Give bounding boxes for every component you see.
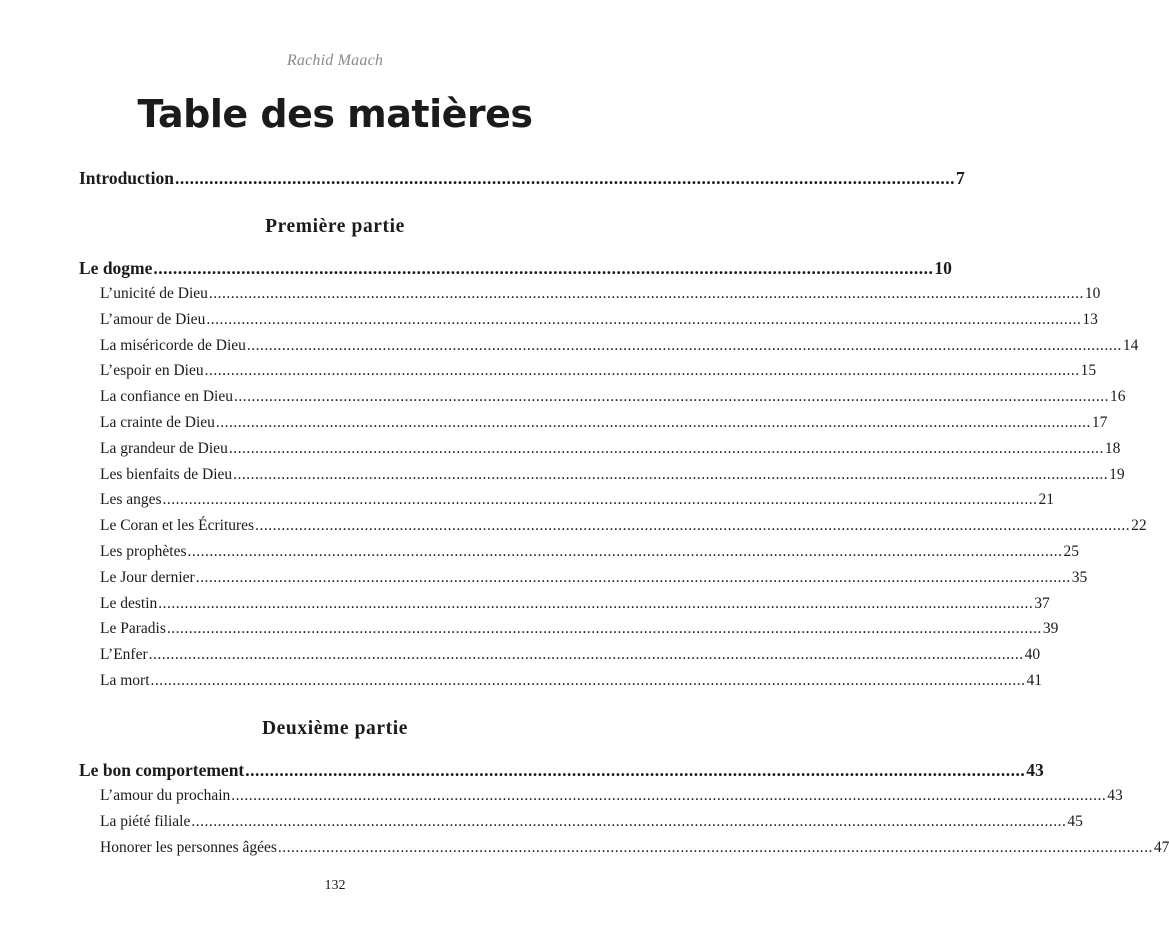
toc-entry-introduction[interactable] <box>79 168 965 189</box>
toc-entry-page: 15 <box>1080 362 1097 380</box>
dot-leader: ........................................................................................................................................................................................................ <box>233 388 1109 406</box>
dot-leader: ........................................................................................................................................................................................................ <box>204 362 1080 380</box>
dot-leader: ........................................................................................................................................................................................................ <box>158 594 1034 612</box>
dot-leader: ........................................................................................................................................................................................................ <box>228 439 1104 457</box>
toc-entry[interactable] <box>100 594 1050 613</box>
toc-entry-label: La piété filiale <box>100 813 191 830</box>
toc-entry-page: 41 <box>1026 672 1042 689</box>
dot-leader: ........................................................................................................................................................................................................ <box>166 620 1042 638</box>
toc-entry-page: 45 <box>1067 813 1083 830</box>
toc-entry-page: 43 <box>1026 760 1044 780</box>
toc-entry[interactable] <box>100 787 1123 805</box>
dot-leader: ................................................................................................................................................................ <box>174 168 955 188</box>
page-number: 132 <box>324 878 346 893</box>
toc-entry-page: 40 <box>1024 646 1041 664</box>
dot-leader: ........................................................................................................................................................................................................ <box>277 839 1153 856</box>
toc-entry-label: Les prophètes <box>100 543 187 560</box>
toc-entry-label: La grandeur de Dieu <box>100 439 228 457</box>
toc-entry[interactable] <box>100 439 1121 458</box>
dot-leader: ........................................................................................................................................................................................................ <box>255 517 1131 535</box>
toc-section-le-dogme[interactable] <box>79 258 952 279</box>
toc-entry[interactable] <box>100 839 1169 857</box>
toc-entry-label: Le Coran et les Écritures <box>100 517 255 535</box>
dot-leader: ................................................................................................................................................................ <box>245 760 1026 780</box>
toc-entry-page: 21 <box>1038 491 1055 509</box>
toc-entry-label: Les anges <box>100 491 162 509</box>
toc-entry-page: 10 <box>1084 285 1101 302</box>
toc-entry-label: Le destin <box>100 594 158 612</box>
dot-leader: ........................................................................................................................................................................................................ <box>233 465 1109 483</box>
toc-entry-page: 18 <box>1104 439 1121 457</box>
toc-section-le-bon-comportement[interactable] <box>79 760 1044 781</box>
running-head-author: Rachid Maach <box>286 52 384 69</box>
dot-leader: ................................................................................................................................................................ <box>153 258 934 278</box>
toc-entry-page: 14 <box>1122 336 1139 354</box>
dot-leader: ........................................................................................................................................................................................................ <box>246 336 1122 354</box>
toc-entry[interactable] <box>100 517 1147 535</box>
toc-entry-label: La mort <box>100 672 150 689</box>
toc-entry-page: 17 <box>1091 414 1108 431</box>
dot-leader: ........................................................................................................................................................................................................ <box>148 646 1024 664</box>
dot-leader: ........................................................................................................................................................................................................ <box>162 491 1038 509</box>
toc-entry[interactable] <box>100 285 1101 303</box>
part-heading-1: Première partie <box>265 216 405 237</box>
toc-entry-page: 22 <box>1131 517 1147 535</box>
toc-entry[interactable] <box>100 568 1088 587</box>
toc-entry-page: 25 <box>1063 543 1080 560</box>
toc-entry[interactable] <box>100 362 1097 380</box>
toc-entry[interactable] <box>100 465 1125 484</box>
toc-entry[interactable] <box>100 414 1108 432</box>
toc-entry-label: Le bon comportement <box>79 760 245 780</box>
toc-entry[interactable] <box>100 491 1055 509</box>
toc-entry[interactable] <box>100 388 1126 406</box>
dot-leader: ........................................................................................................................................................................................................ <box>187 543 1063 560</box>
toc-entry-page: 19 <box>1109 465 1125 483</box>
toc-entry[interactable] <box>100 620 1059 638</box>
toc-entry-label: L’amour de Dieu <box>100 310 206 328</box>
toc-entry-page: 47 <box>1153 839 1169 856</box>
page-title: Table des matières <box>137 92 533 136</box>
dot-leader: ........................................................................................................................................................................................................ <box>231 787 1107 804</box>
toc-entry-label: La miséricorde de Dieu <box>100 336 246 354</box>
toc-entry-page: 16 <box>1109 388 1126 406</box>
dot-leader: ........................................................................................................................................................................................................ <box>215 414 1091 431</box>
toc-entry-label: La crainte de Dieu <box>100 414 215 431</box>
toc-entry-page: 10 <box>934 258 952 278</box>
toc-entry-label: L’unicité de Dieu <box>100 285 208 302</box>
toc-entry[interactable] <box>100 336 1139 355</box>
toc-entry-label: Honorer les personnes âgées <box>100 839 277 856</box>
toc-entry-page: 37 <box>1034 594 1050 612</box>
toc-entry-label: L’espoir en Dieu <box>100 362 204 380</box>
dot-leader: ........................................................................................................................................................................................................ <box>195 568 1071 586</box>
toc-entry-page: 43 <box>1107 787 1123 804</box>
toc-entry-label: Introduction <box>79 168 174 188</box>
toc-entry-label: Les bienfaits de Dieu <box>100 465 233 483</box>
dot-leader: ........................................................................................................................................................................................................ <box>206 310 1082 328</box>
dot-leader: ........................................................................................................................................................................................................ <box>150 672 1026 689</box>
toc-entry-page: 39 <box>1042 620 1059 638</box>
toc-entry-label: Le Paradis <box>100 620 166 638</box>
toc-entry-page: 13 <box>1082 310 1098 328</box>
toc-entry[interactable] <box>100 646 1041 664</box>
dot-leader: ........................................................................................................................................................................................................ <box>191 813 1067 830</box>
toc-entry-label: La confiance en Dieu <box>100 388 233 406</box>
part-heading-2: Deuxième partie <box>262 718 408 739</box>
toc-entry-page: 35 <box>1071 568 1088 586</box>
toc-entry-label: L’Enfer <box>100 646 148 664</box>
toc-entry-label: L’amour du prochain <box>100 787 231 804</box>
toc-entry[interactable] <box>100 543 1080 561</box>
toc-entry-label: Le Jour dernier <box>100 568 195 586</box>
toc-entry[interactable] <box>100 813 1083 831</box>
toc-entry[interactable] <box>100 310 1098 329</box>
toc-entry-label: Le dogme <box>79 258 153 278</box>
dot-leader: ........................................................................................................................................................................................................ <box>208 285 1084 302</box>
toc-entry[interactable] <box>100 672 1042 690</box>
toc-entry-page: 7 <box>955 168 965 188</box>
